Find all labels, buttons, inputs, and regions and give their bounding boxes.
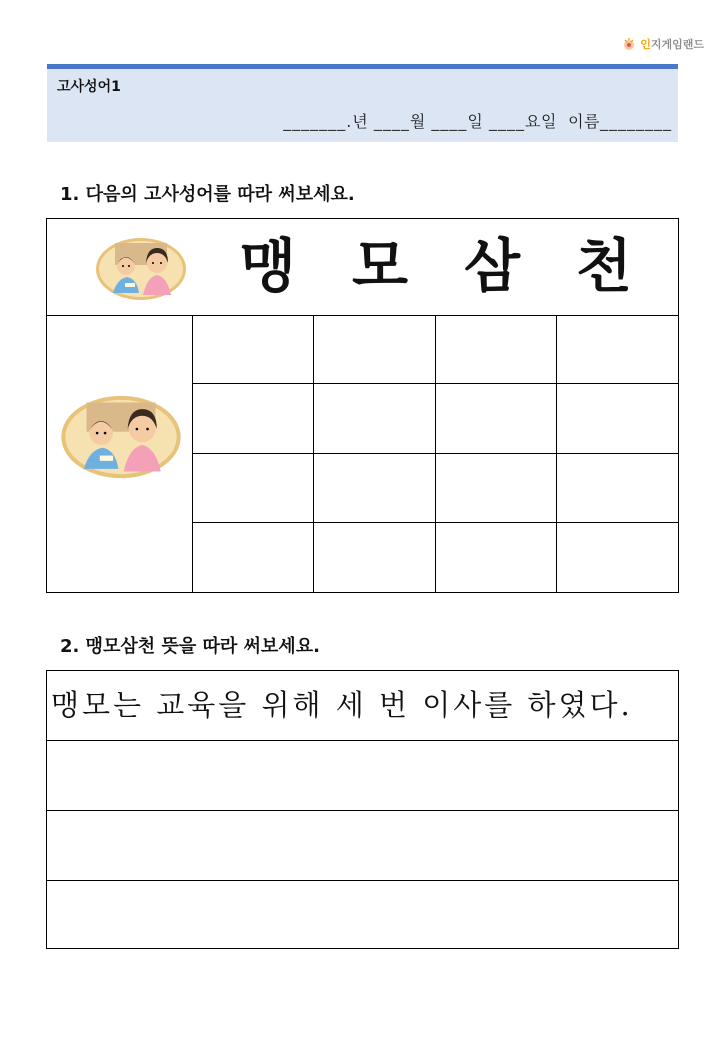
weekday-label: 요일 xyxy=(524,112,557,131)
writing-cell[interactable] xyxy=(557,523,678,592)
writing-cell[interactable] xyxy=(436,523,557,592)
idiom-char-2: 모 xyxy=(351,232,409,300)
writing-cell[interactable] xyxy=(314,384,435,453)
illustration-cell xyxy=(47,315,193,592)
day-label: 일 xyxy=(467,112,484,131)
date-name-line xyxy=(283,109,672,132)
writing-cell[interactable] xyxy=(193,454,314,523)
meaning-example-row xyxy=(47,671,678,741)
writing-cell[interactable] xyxy=(314,315,435,384)
meaning-writing-row[interactable] xyxy=(47,881,678,950)
section1-title: 1. 다음의 고사성어를 따라 써보세요. xyxy=(60,184,355,205)
year-label: 년 xyxy=(352,112,369,131)
writing-cell[interactable] xyxy=(557,454,678,523)
idiom-char-4: 천 xyxy=(575,232,633,300)
month-label: 월 xyxy=(409,112,426,131)
writing-cell[interactable] xyxy=(193,523,314,592)
name-label: 이름 xyxy=(568,112,600,131)
idiom-char-3: 삼 xyxy=(463,232,521,300)
meaning-text: 맹모는 교육을 위해 세 번 이사를 하였다. xyxy=(51,688,633,722)
name-blank: ________ xyxy=(600,112,672,131)
meaning-writing-row[interactable] xyxy=(47,811,678,881)
writing-cell[interactable] xyxy=(193,315,314,384)
day-blank: ____ xyxy=(431,112,468,131)
brand-logo-icon xyxy=(622,37,636,51)
idiom-characters xyxy=(212,231,660,301)
writing-cell[interactable] xyxy=(557,315,678,384)
section2-title: 2. 맹모삼천 뜻을 따라 써보세요. xyxy=(60,636,320,657)
writing-cell[interactable] xyxy=(193,384,314,453)
idiom-practice-table xyxy=(46,218,679,593)
writing-cell[interactable] xyxy=(436,384,557,453)
writing-cell[interactable] xyxy=(314,523,435,592)
header-band xyxy=(47,64,678,142)
writing-cell[interactable] xyxy=(557,384,678,453)
meaning-practice-table xyxy=(46,670,679,949)
brand-logo xyxy=(622,36,704,52)
mother-son-illustration-large-icon xyxy=(60,390,182,484)
brand-accent: 인 xyxy=(640,38,651,51)
writing-cell[interactable] xyxy=(436,315,557,384)
idiom-char-1: 맹 xyxy=(239,232,297,300)
meaning-writing-row[interactable] xyxy=(47,741,678,811)
mother-son-illustration-icon xyxy=(95,237,187,301)
writing-grid xyxy=(193,315,678,592)
month-blank: ____ xyxy=(373,112,410,131)
worksheet-title: 고사성어1 xyxy=(57,79,121,95)
year-blank: _______. xyxy=(283,112,353,131)
writing-cell[interactable] xyxy=(314,454,435,523)
idiom-header-row xyxy=(47,219,678,316)
weekday-blank: ____ xyxy=(488,112,525,131)
brand-text: 지게임랜드 xyxy=(650,38,704,51)
writing-cell[interactable] xyxy=(436,454,557,523)
